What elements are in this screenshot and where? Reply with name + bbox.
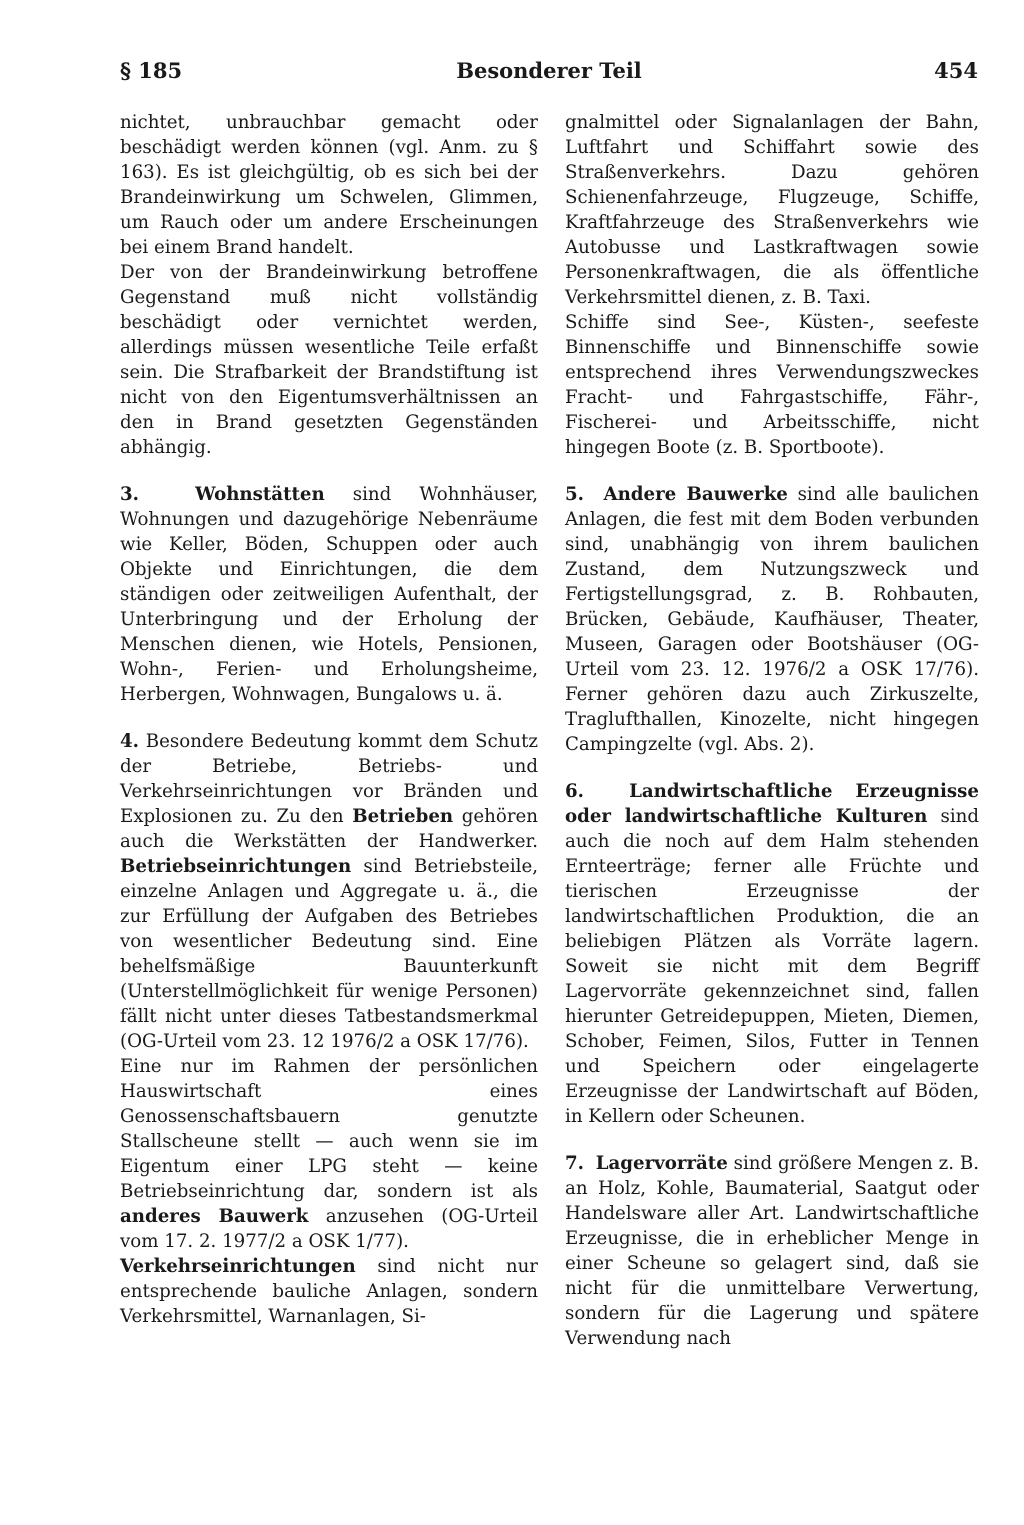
defined-term: Landwirtschaftliche Erzeugnisse oder landwirtschaftliche Kulturen [565, 781, 979, 827]
paragraph: gnalmittel oder Signalanlagen der Bahn, Luftfahrt und Schiffahrt sowie des Straßenverkehrs. Dazu gehören Schienenfahrzeuge, Flugzeuge, Schiffe, Kraftfahrzeuge des Straßenverkehrs wie Autobusse und Lastkraftwagen sowie Personenkraftwagen, die als öffentliche Verkehrsmittel dienen, z. B. Taxi. [565, 112, 979, 308]
paragraph [120, 1254, 538, 1329]
paragraph-text: sind alle baulichen Anlagen, die fest mit dem Boden verbunden sind, unabhängig von ihrem baulichen Zustand, dem Nutzungszweck und Fertigstellungsgrad, z. B. Rohbauten, Brücken, Gebäude, Kaufhäuser, Theater, Museen, Garagen oder Bootshäuser (OG-Urteil vom 23. 12. 1976/2 a OSK 17/76). Ferner gehören dazu auch Zirkuszelte, Traglufthallen, Kinozelte, nicht hingegen Campingzelte (vgl. Abs. 2). [565, 484, 979, 755]
left-column [120, 110, 538, 1329]
paragraph-number: 3. [120, 484, 139, 505]
paragraph-text: gehören auch die Werkstätten der Handwerker. [120, 806, 538, 852]
paragraph: Der von der Brandeinwirkung betroffene Gegenstand muß nicht vollständig beschädigt oder vernichtet werden, allerdings müssen wesentliche Teile erfaßt sein. Die Strafbarkeit der Brandstiftung ist nicht von den Eigentumsverhältnissen an den in Brand gesetzten Gegenständen abhängig. [120, 262, 538, 458]
paragraph: Schiffe sind See-, Küsten-, seefeste Binnenschiffe und Binnenschiffe sowie entsprechend ihres Verwendungszweckes Fracht- und Fahrgastschiffe, Fähr-, Fischerei- und Arbeitsschiffe, nicht hingegen Boote (z. B. Sportboote). [565, 312, 979, 458]
paragraph-number: 7. [565, 1153, 584, 1174]
paragraph-number: 4. [120, 731, 139, 752]
numbered-paragraph [565, 1151, 979, 1351]
page-title: Besonderer Teil [456, 58, 642, 83]
section-number: § 185 [120, 58, 183, 83]
defined-term: Lagervorräte [595, 1153, 728, 1174]
page-number: 454 [934, 58, 978, 83]
paragraph-text: anzusehen (OG-Urteil vom 17. 2. 1977/2 a OSK 1/77). [120, 1206, 538, 1252]
defined-term: Betrieben [352, 806, 454, 827]
paragraph-text: Besondere Bedeutung kommt dem Schutz der Betriebe, Betriebs- und Verkehrseinrichtungen vor Bränden und Explosionen zu. Zu den [120, 731, 538, 827]
numbered-paragraph [120, 482, 538, 707]
page-header [120, 58, 978, 88]
paragraph-text: Eine nur im Rahmen der persönlichen Hauswirtschaft eines Genossenschaftsbauern genutzte Stallscheune stellt — auch wenn sie im Eigentum einer LPG steht — keine Betriebseinrichtung dar, sondern ist als [120, 1056, 538, 1202]
defined-term: Betriebseinrichtungen [120, 856, 352, 877]
paragraph-text: sind Betriebsteile, einzelne Anlagen und Aggregate u. ä., die zur Erfüllung der Aufgaben des Betriebes von wesentlicher Bedeutung sind. Eine behelfsmäßige Bauunterkunft (Unterstellmöglichkeit für wenige Personen) fällt nicht unter dieses Tatbestandsmerkmal (OG-Urteil vom 23. 12 1976/2 a OSK 17/76). [120, 856, 538, 1052]
numbered-paragraph [565, 779, 979, 1129]
paragraph-text: sind größere Mengen z. B. an Holz, Kohle, Baumaterial, Saatgut oder Handelsware aller Art. Landwirtschaftliche Erzeugnisse, die in erheblicher Menge in einer Scheune so gelagert sind, daß sie nicht für die unmittelbare Verwertung, sondern für die Lagerung und spätere Verwendung nach [565, 1153, 979, 1349]
paragraph: nichtet, unbrauchbar gemacht oder beschädigt werden können (vgl. Anm. zu § 163). Es ist gleichgültig, ob es sich bei der Brandeinwirkung um Schwelen, Glimmen, um Rauch oder um andere Erscheinungen bei einem Brand handelt. [120, 112, 538, 258]
right-column [565, 110, 979, 1351]
paragraph-number: 6. [565, 781, 584, 802]
defined-term: Andere Bauwerke [603, 484, 788, 505]
paragraph-number: 5. [565, 484, 584, 505]
defined-term: Wohnstätten [195, 484, 325, 505]
numbered-paragraph [565, 482, 979, 757]
paragraph [120, 1054, 538, 1254]
defined-term: anderes Bauwerk [120, 1206, 309, 1227]
paragraph-text: sind auch die noch auf dem Halm stehenden Ernteerträge; ferner alle Früchte und tierischen Erzeugnisse der landwirtschaftlichen Produktion, die an beliebigen Plätzen als Vorräte lagern. Soweit sie nicht mit dem Begriff Lagervorräte gekennzeichnet sind, fallen hierunter Getreidepuppen, Mieten, Diemen, Schober, Feimen, Silos, Futter in Tennen und Speichern oder eingelagerte Erzeugnisse der Landwirtschaft auf Böden, in Kellern oder Scheunen. [565, 806, 979, 1127]
numbered-paragraph [120, 729, 538, 1054]
defined-term: Verkehrseinrichtungen [120, 1256, 356, 1277]
paragraph-text: sind nicht nur entsprechende bauliche Anlagen, sondern Verkehrsmittel, Warnanlagen, Si- [120, 1256, 538, 1327]
paragraph-text: sind Wohnhäuser, Wohnungen und dazugehörige Nebenräume wie Keller, Böden, Schuppen oder auch Objekte und Einrichtungen, die dem ständigen oder zeitweiligen Aufenthalt, der Unterbringung und der Erholung der Menschen dienen, wie Hotels, Pensionen, Wohn-, Ferien- und Erholungsheime, Herbergen, Wohnwagen, Bungalows u. ä. [120, 484, 538, 705]
